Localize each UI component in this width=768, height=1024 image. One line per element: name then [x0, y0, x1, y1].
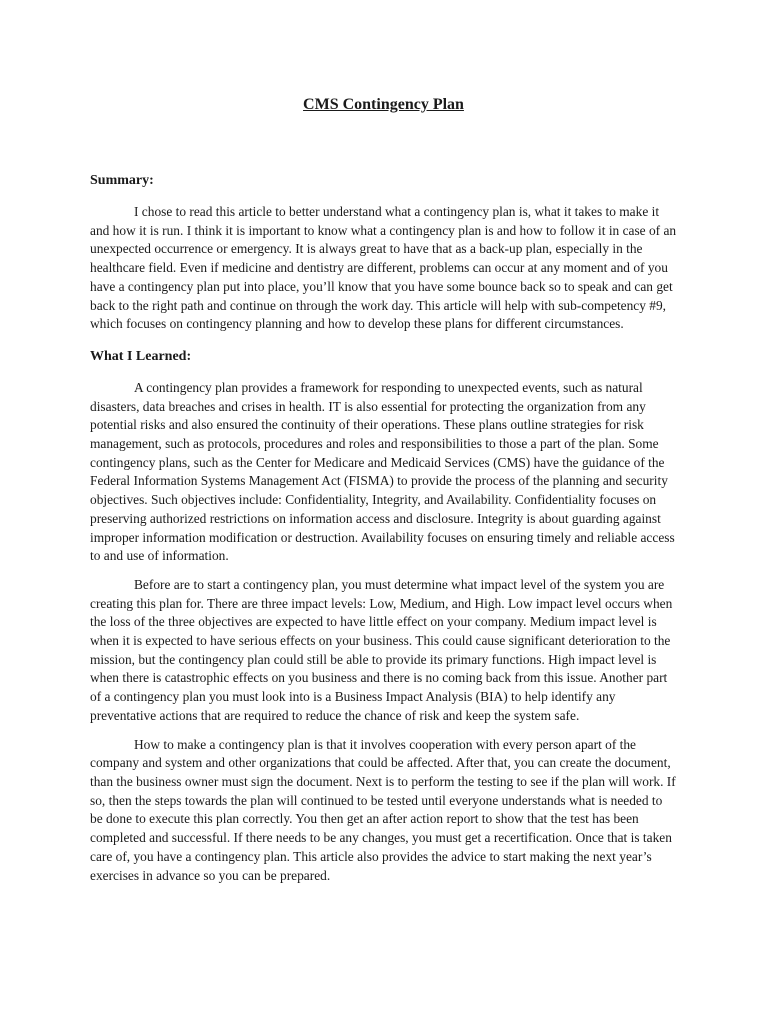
learned-paragraph-2: Before are to start a contingency plan, you must determine what impact level of the system you are creating this plan for. There are three impact levels: Low, Medium, and High. Low impact level occurs when the loss of the three objectives are expected to have little effect on your company. Medium impact level is when it is expected to have serious effects on your business. This could cause significant deterioration to the mission, but the contingency plan could still be able to provide its primary functions. High impact level is when there is catastrophic effects on you business and there is no coming back from this issue. Another part of a contingency plan you must look into is a Business Impact Analysis (BIA) to help identify any preventative actions that are required to reduce the chance of risk and keep the system safe.	[90, 576, 673, 723]
learned-paragraph-1: A contingency plan provides a framework for responding to unexpected events, such as natural disasters, data breaches and crises in health. IT is also essential for protecting the organization from any potential risks and also ensured the continuity of their operations. These plans outline strategies for risk management, such as protocols, procedures and roles and responsibilities to those a part of the plan. Some contingency plans, such as the Center for Medicare and Medicaid Services (CMS) have the guidance of the Federal Information Systems Management Act (FISMA) to provide the process of the planning and security objectives. Such objectives include: Confidentiality, Integrity, and Availability. Confidentiality focuses on preserving authorized restrictions on information access and disclosure. Integrity is about guarding against improper information modification or destruction. Availability focuses on ensuring timely and reliable access to and use of information.	[90, 379, 675, 564]
what-i-learned-heading: What I Learned:	[90, 348, 192, 364]
summary-heading: Summary:	[90, 173, 154, 188]
summary-section	[90, 172, 677, 334]
document-page	[90, 96, 677, 895]
summary-paragraph: I chose to read this article to better understand what a contingency plan is, what it takes to make it and how it is run. I think it is important to know what a contingency plan is and how to follow it in case of an unexpected occurrence or emergency. It is always great to have that as a back-up plan, especially in the healthcare field. Even if medicine and dentistry are different, problems can occur at any moment and of you have a contingency plan put into place, you’ll know that you have some bounce back so to speak and can get back to the right path and continue on through the work day. This article will help with sub-competency #9, which focuses on contingency planning and how to develop these plans for different circumstances.	[90, 204, 677, 332]
document-title: CMS Contingency Plan	[303, 96, 464, 113]
learned-paragraph-3: How to make a contingency plan is that it involves cooperation with every person apart of the company and system and other organizations that could be affected. After that, you can create the document, than the business owner must sign the document. Next is to perform the testing to see if the plan will work. If so, then the steps towards the plan will continued to be tested until everyone understands what is needed to be done to execute this plan correctly. You then get an after action report to show that the test has been completed and successful. If there needs to be any changes, you must get a recertification. Once that is taken care of, you have a contingency plan. This article also provides the advice to start making the next year’s exercises in advance so you can be prepared.	[90, 736, 676, 883]
what-i-learned-section	[90, 348, 677, 885]
